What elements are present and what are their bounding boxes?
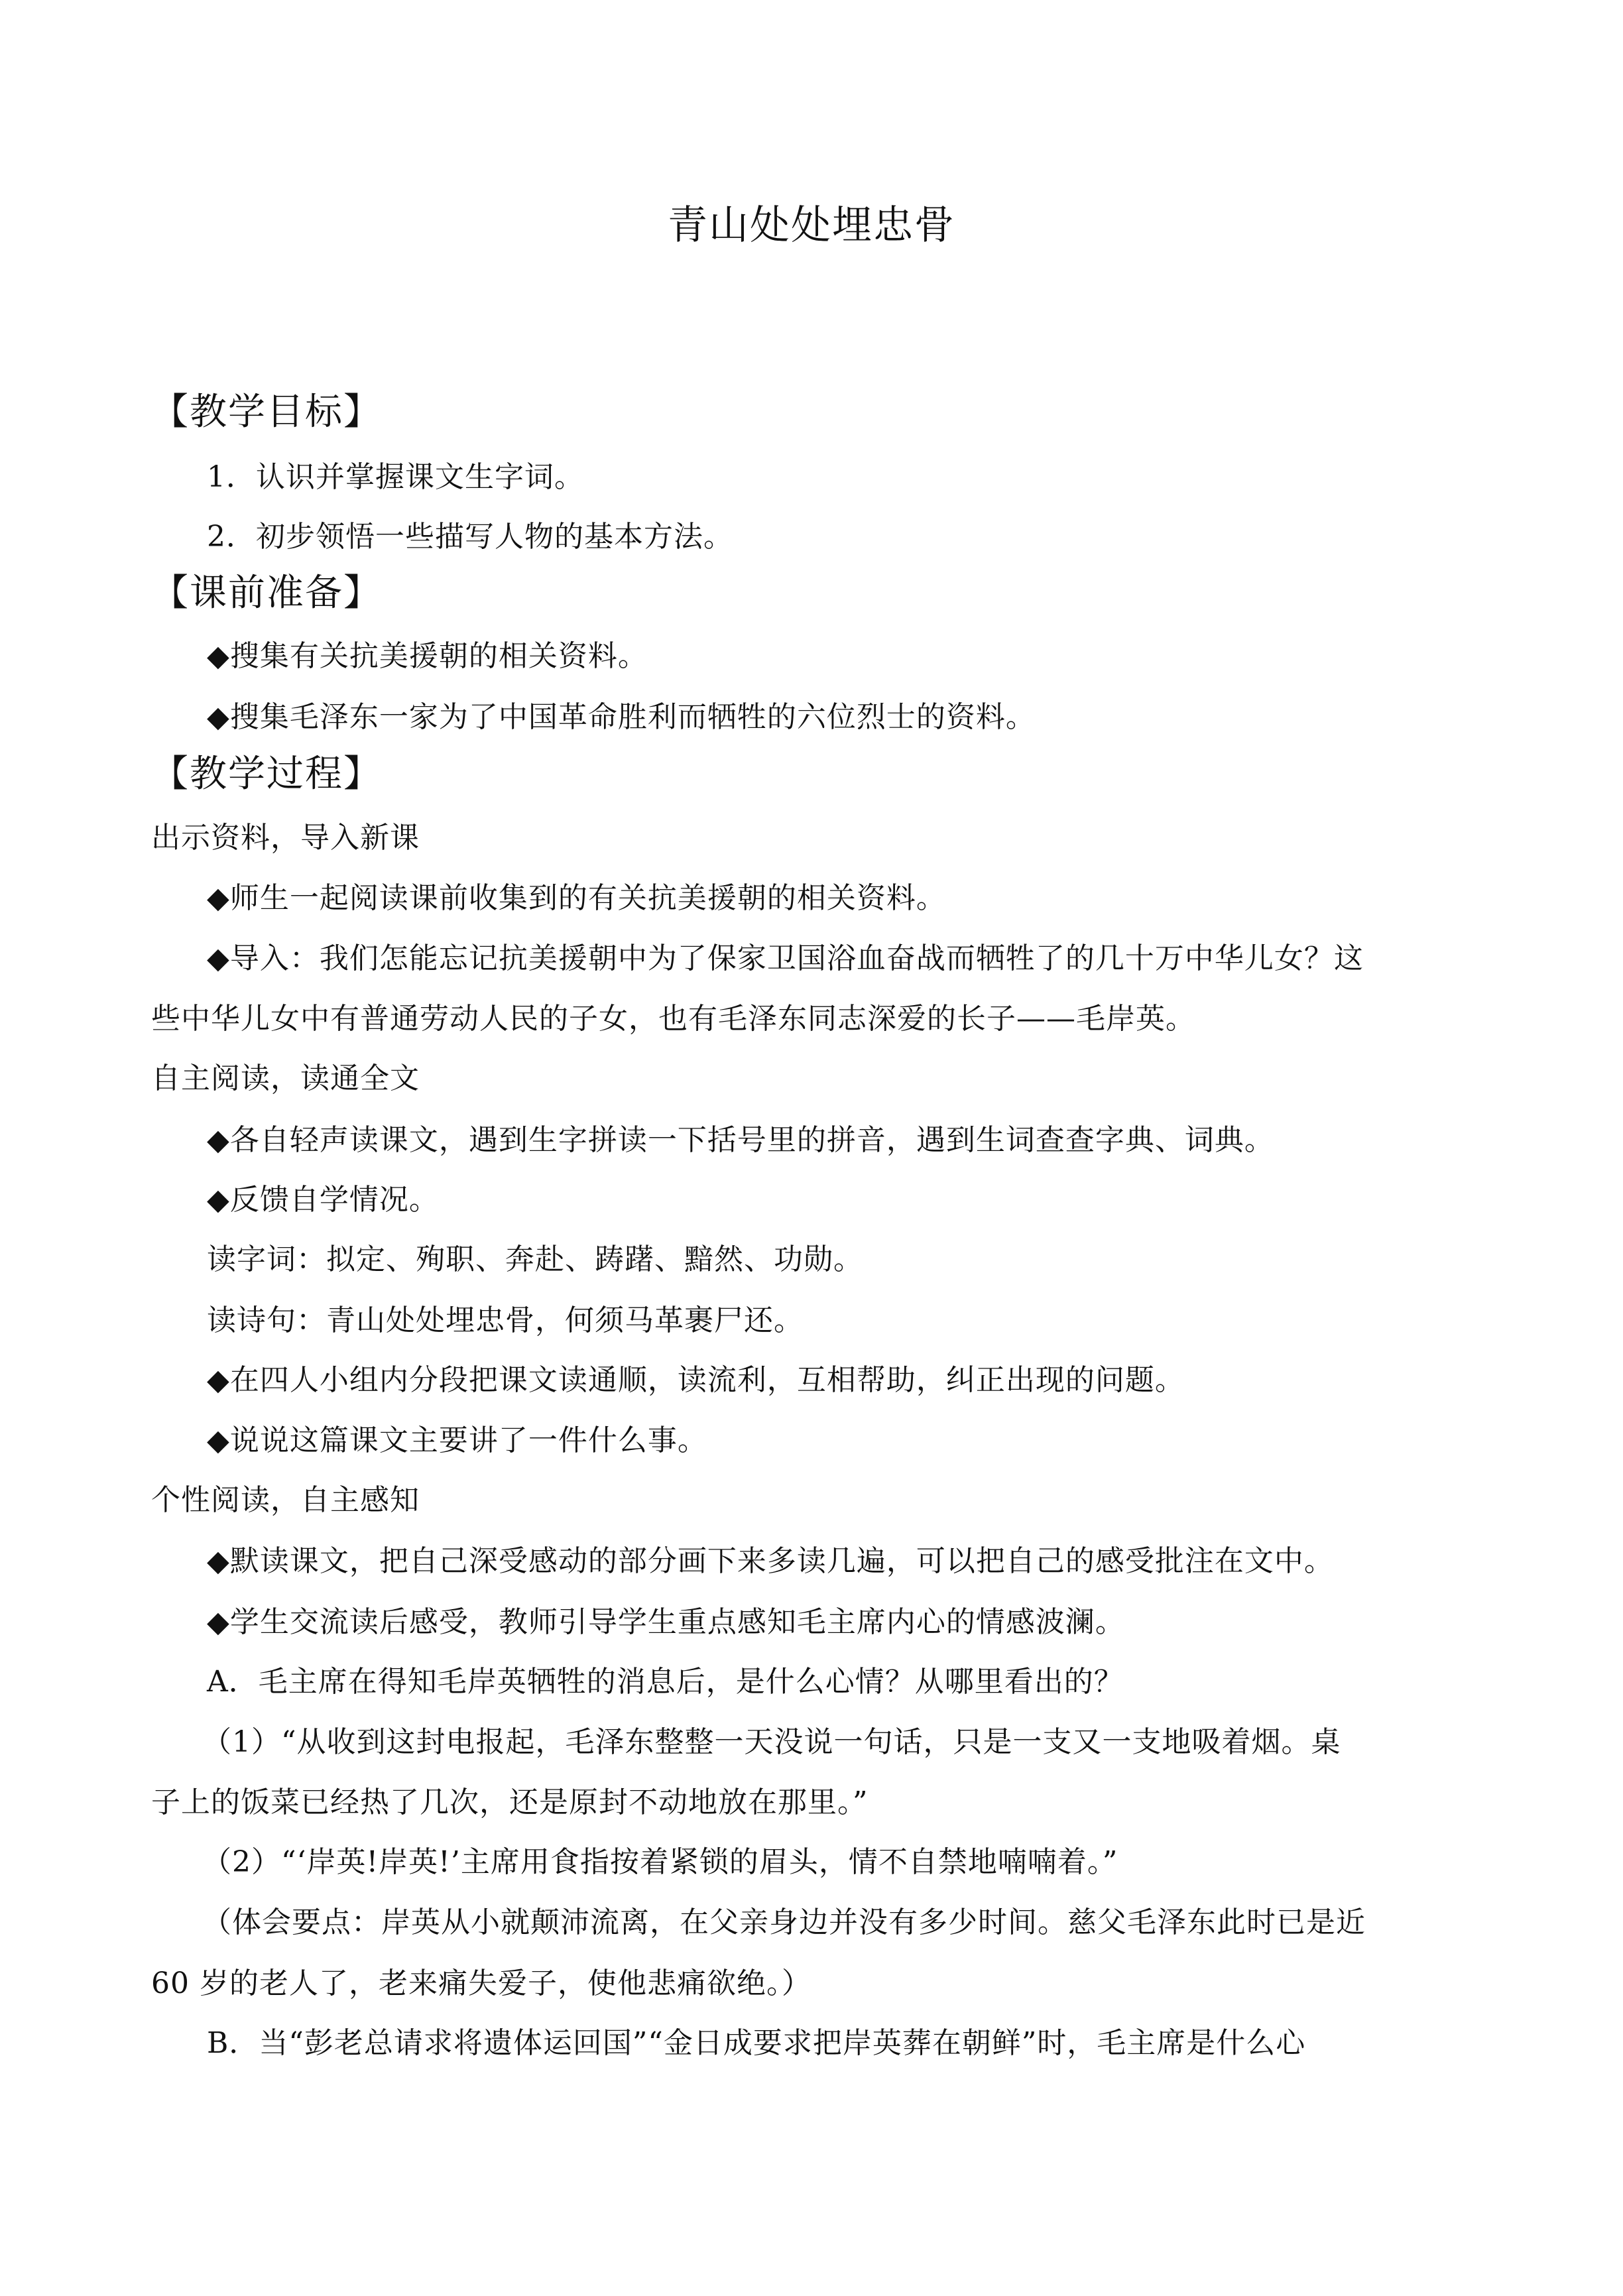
preparation-item-2: ◆搜集毛泽东一家为了中国革命胜利而牺牲的六位烈士的资料。 [207,700,1036,734]
process-paragraph: ◆说说这篇课文主要讲了一件什么事。 [207,1423,707,1457]
subheading-introduce: 出示资料，导入新课 [151,821,420,855]
section-heading-preparation: 【课前准备】 [151,572,382,615]
process-paragraph: ◆默读课文，把自己深受感动的部分画下来多读几遍，可以把自己的感受批注在文中。 [207,1544,1334,1578]
question-a: A．毛主席在得知毛岸英牺牲的消息后，是什么心情？从哪里看出的？ [207,1665,1124,1699]
process-paragraph: ◆反馈自学情况。 [207,1183,439,1217]
process-paragraph: ◆师生一起阅读课前收集到的有关抗美援朝的相关资料。 [207,881,946,915]
document-title: 青山处处埋忠骨 [668,202,955,249]
subheading-personal-reading: 个性阅读，自主感知 [151,1483,420,1517]
process-paragraph: ◆各自轻声读课文，遇到生字拼读一下括号里的拼音，遇到生词查查字典、词典。 [207,1123,1274,1157]
quote-1-continued: 子上的饭菜已经热了几次，还是原封不动地放在那里。” [151,1785,869,1819]
subheading-self-reading: 自主阅读，读通全文 [151,1061,420,1095]
process-paragraph-continued: 些中华儿女中有普通劳动人民的子女，也有毛泽东同志深爱的长子——毛岸英。 [151,1002,1195,1036]
key-points-note-continued: 60 岁的老人了，老来痛失爱子，使他悲痛欲绝。） [151,1966,812,2000]
process-paragraph: ◆学生交流读后感受，教师引导学生重点感知毛主席内心的情感波澜。 [207,1605,1125,1639]
quote-1: （1）“从收到这封电报起，毛泽东整整一天没说一句话，只是一支又一支地吸着烟。桌 [202,1725,1341,1759]
vocabulary-line: 读字词：拟定、殉职、奔赴、踌躇、黯然、功勋。 [207,1242,863,1276]
preparation-item-1: ◆搜集有关抗美援朝的相关资料。 [207,639,648,673]
goal-item-2: 2．初步领悟一些描写人物的基本方法。 [207,520,733,554]
goal-item-1: 1．认识并掌握课文生字词。 [207,460,584,494]
section-heading-process: 【教学过程】 [151,753,382,796]
quote-2: （2）“‘岸英!岸英!’主席用食指按着紧锁的眉头，情不自禁地喃喃着。” [202,1845,1118,1879]
section-heading-teaching-goals: 【教学目标】 [151,391,382,434]
process-paragraph: ◆导入：我们怎能忘记抗美援朝中为了保家卫国浴血奋战而牺牲了的几十万中华儿女？这 [207,941,1364,975]
process-paragraph: ◆在四人小组内分段把课文读通顺，读流利，互相帮助，纠正出现的问题。 [207,1363,1185,1397]
question-b: B．当“彭老总请求将遗体运回国”“金日成要求把岸英葬在朝鲜”时，毛主席是什么心 [207,2026,1306,2060]
poem-line: 读诗句：青山处处埋忠骨，何须马革裹尸还。 [207,1303,804,1337]
key-points-note: （体会要点：岸英从小就颠沛流离，在父亲身边并没有多少时间。慈父毛泽东此时已是近 [202,1905,1366,1939]
